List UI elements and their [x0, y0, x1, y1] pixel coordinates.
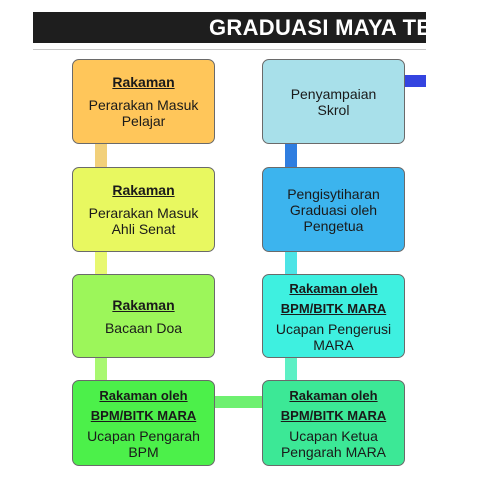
title-divider [33, 49, 426, 50]
connector-6-7 [285, 251, 297, 275]
connector-3-4 [95, 357, 107, 381]
step-box-6 [262, 274, 405, 358]
step-4-label: Ucapan Pengarah BPM [87, 428, 200, 460]
step-3-label: Bacaan Doa [104, 319, 183, 336]
step-5-label: Ucapan Ketua Pengarah MARA [280, 428, 387, 460]
connector-1-2 [95, 143, 107, 168]
step-6-label: Ucapan Pengerusi MARA [275, 321, 392, 353]
step-box-2 [72, 167, 215, 252]
connector-4-5 [214, 396, 264, 408]
step-box-8 [262, 59, 405, 144]
step-box-1 [72, 59, 215, 144]
step-6-heading: Rakaman oleh BPM/BITK MARA [280, 281, 387, 316]
step-1-heading: Rakaman [112, 74, 175, 90]
connector-7-8 [285, 143, 297, 168]
step-box-5 [262, 380, 405, 466]
step-4-heading: Rakaman oleh BPM/BITK MARA [90, 388, 197, 423]
step-5-heading: Rakaman oleh BPM/BITK MARA [280, 388, 387, 423]
connector-8-next [405, 75, 426, 87]
connector-2-3 [95, 251, 107, 275]
connector-5-6 [285, 357, 297, 381]
step-7-label: Pengisytiharan Graduasi oleh Pengetua [287, 185, 380, 234]
step-2-heading: Rakaman [112, 182, 175, 198]
step-8-label: Penyampaian Skrol [290, 85, 377, 118]
step-1-label: Perarakan Masuk Pelajar [88, 97, 199, 129]
step-3-heading: Rakaman [112, 296, 175, 313]
step-box-4 [72, 380, 215, 466]
step-2-label: Perarakan Masuk Ahli Senat [88, 205, 199, 237]
step-box-3 [72, 274, 215, 358]
step-box-7 [262, 167, 405, 252]
page-title: GRADUASI MAYA TERUS [33, 12, 426, 43]
